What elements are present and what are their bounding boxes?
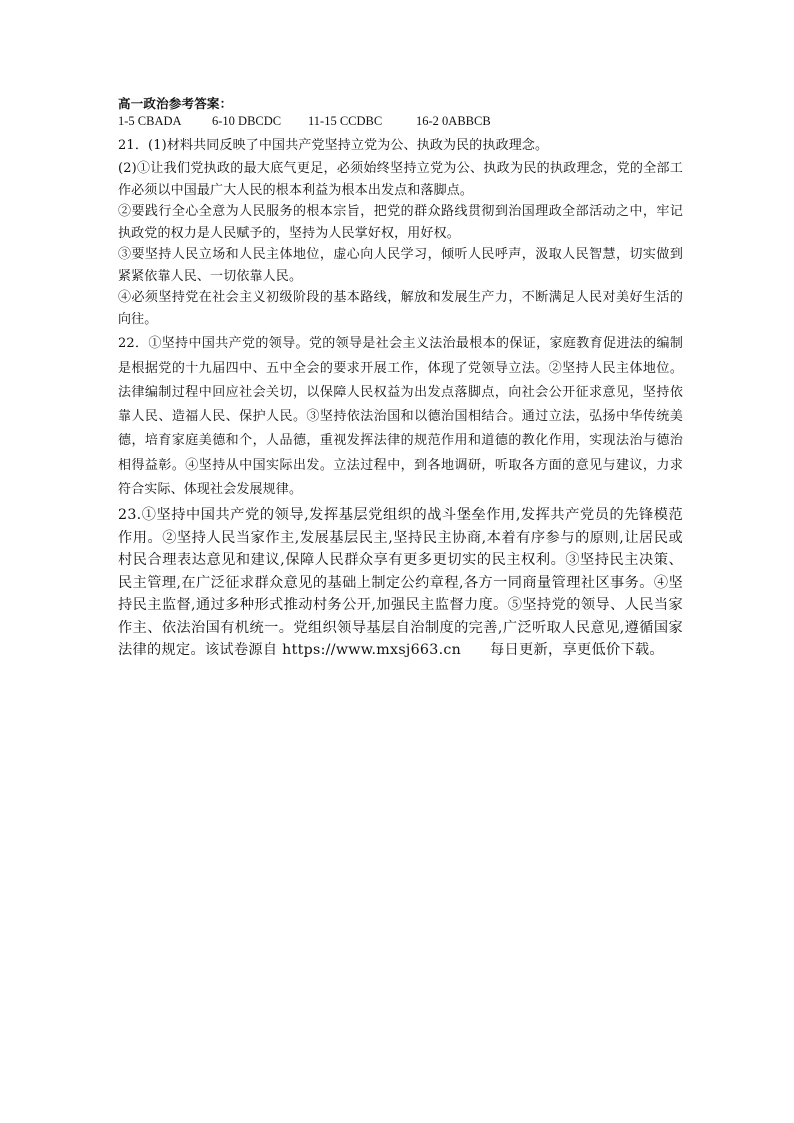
answer-document: [118, 96, 683, 662]
mc-answer-group: 1-5 CBADA: [118, 114, 182, 128]
multiple-choice-answers: [118, 112, 683, 130]
mc-answer-group: 16-2 0ABBCB: [416, 114, 491, 128]
answer-21-part-2-point-2: ②要践行全心全意为人民服务的根本宗旨，把党的群众路线贯彻到治国理政全部活动之中，牢记执政党的权力是人民赋予的，坚持为人民掌好权，用好权。: [118, 204, 683, 241]
answer-21-part-2-point-4: ④必须坚持党在社会主义初级阶段的基本路线，解放和发展生产力，不断满足人民对美好生活的向往。: [118, 290, 683, 327]
mc-answer-group: 11-15 CCDBC: [308, 114, 383, 128]
answer-21-part-2-point-3: ③要坚持人民立场和人民主体地位，虚心向人民学习，倾听人民呼声，汲取人民智慧，切实做到紧紧依靠人民、一切依靠人民。: [118, 247, 683, 284]
mc-answer-group: 6-10 DBCDC: [212, 114, 282, 128]
document-title: 高一政治参考答案：: [118, 96, 233, 111]
answer-21-part-2-point-1: (2)①让我们党执政的最大底气更足，必须始终坚持立党为公、执政为民的执政理念，党的全部工作必须以中国最广大人民的根本利益为根本出发点和落脚点。: [118, 161, 683, 198]
answer-21-part-1: 21．(1)材料共同反映了中国共产党坚持立党为公、执政为民的执政理念。: [118, 138, 549, 153]
answer-23: 23.①坚持中国共产党的领导,发挥基层党组织的战斗堡垒作用,发挥共产党员的先锋模范作用。②坚持人民当家作主,发展基层民主,坚持民主协商,本着有序参与的原则,让居民或村民合理表达意见和建议,保障人民群众享有更多更切实的民主权利。③坚持民主决策、民主管理,在广泛征求群众意见的基础上制定公约章程,各方一同商量管理社区事务。④坚持民主监督,通过多种形式推动村务公开,加强民主监督力度。⑤坚持党的领导、人民当家作主、依法治国有机统一。党组织领导基层自治制度的完善,广泛听取人民意见,遵循国家法律的规定。该试卷源自 https://www.mxsj663.cn 每日更新，享更低价下载。: [118, 507, 683, 659]
answer-22: 22．①坚持中国共产党的领导。党的领导是社会主义法治最根本的保证，家庭教育促进法的编制是根据党的十九届四中、五中全会的要求开展工作，体现了党领导立法。②坚持人民主体地位。法律编制过程中回应社会关切，以保障人民权益为出发点落脚点，向社会公开征求意见，坚持依靠人民、造福人民、保护人民。③坚持依法治国和以德治国相结合。通过立法，弘扬中华传统美德，培育家庭美德和个，人品德，重视发挥法律的规范作用和道德的教化作用，实现法治与德治相得益彰。④坚持从中国实际出发。立法过程中，到各地调研，听取各方面的意见与建议，力求符合实际、体现社会发展规律。: [118, 336, 683, 498]
